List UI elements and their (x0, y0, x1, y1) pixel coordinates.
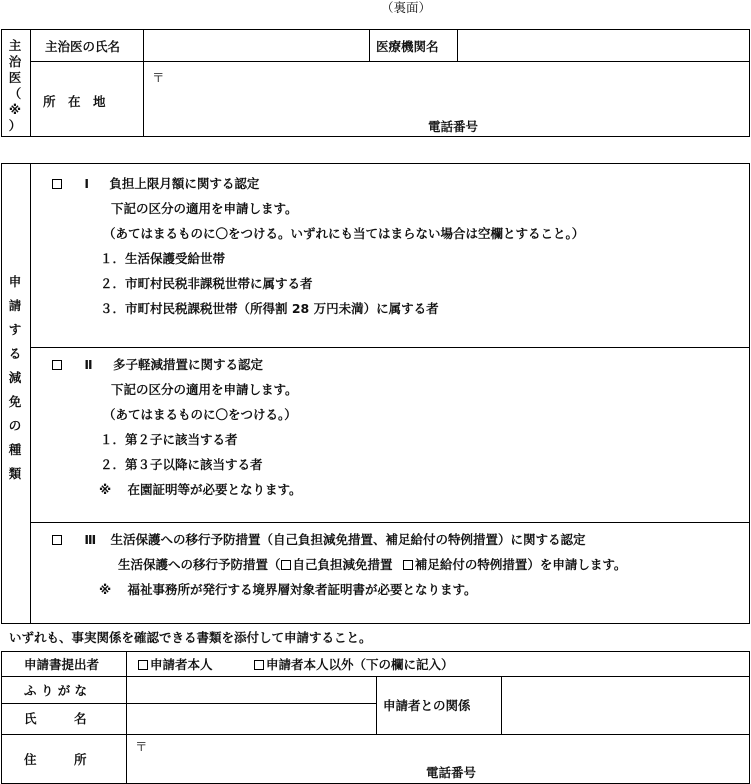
doctor-address-label: 所 在 地 (43, 94, 106, 109)
submitter-postal-mark: 〒 (135, 739, 148, 754)
doctor-name-field[interactable] (145, 31, 367, 59)
section3-title: Ⅲ 生活保護への移行予防措置（自己負担減免措置、補足給付の特例措置）に関する認定 (52, 532, 586, 548)
section3-checkbox[interactable] (52, 535, 62, 545)
furigana-label: ふ り が な (24, 683, 88, 698)
section1-title: Ⅰ 負担上限月額に関する認定 (52, 176, 259, 192)
furigana-field[interactable] (128, 678, 374, 701)
section2-line2: （あてはまるものに〇をつける。） (103, 407, 297, 422)
section1-line1: 下記の区分の適用を申請します。 (111, 201, 298, 216)
doctor-name-label: 主治医の氏名 (45, 39, 121, 54)
submitter-option-self[interactable]: 申請者本人 (138, 657, 213, 673)
doctor-address-field[interactable] (145, 63, 748, 115)
submitter-self-checkbox[interactable] (138, 660, 148, 670)
section2-title: Ⅱ 多子軽減措置に関する認定 (52, 357, 263, 373)
relation-label: 申請者との関係 (383, 698, 471, 713)
doctor-phone-label: 電話番号 (428, 119, 479, 134)
section2-note: ※ 在園証明等が必要となります。 (99, 482, 302, 497)
reduction-side-label: 申 請 す る 減 免 の 種 類 (8, 274, 22, 481)
submitter-label: 申請書提出者 (24, 657, 100, 672)
section3-note: ※ 福祉事務所が発行する境界層対象者証明書が必要となります。 (99, 582, 477, 597)
section1-item[interactable]: ３．市町村民税課税世帯（所得割 28 万円未満）に属する者 (100, 301, 439, 316)
section1-checkbox[interactable] (52, 179, 62, 189)
submitter-option-other[interactable]: 申請者本人以外（下の欄に記入） (254, 657, 454, 673)
submitter-address-field[interactable] (128, 736, 748, 764)
submitter-other-checkbox[interactable] (254, 660, 264, 670)
section1-item[interactable]: ２．市町村民税非課税世帯に属する者 (100, 276, 313, 291)
section2-checkbox[interactable] (52, 360, 62, 370)
attach-note: いずれも、事実関係を確認できる書類を添付して申請すること。 (9, 630, 372, 645)
submitter-name-label: 氏 名 (24, 711, 87, 726)
submitter-phone-label: 電話番号 (426, 765, 477, 780)
section2-line1: 下記の区分の適用を申請します。 (111, 382, 298, 397)
doctor-side-label: 主 治 医 （ ※ ） (8, 38, 22, 133)
submitter-address-label: 住 所 (24, 752, 87, 767)
section3-option1-checkbox[interactable] (281, 560, 291, 570)
section1-line2: （あてはまるものに〇をつける。いずれにも当てはまらない場合は空欄とすること。） (103, 226, 585, 241)
section2-item[interactable]: １．第２子に該当する者 (100, 432, 238, 447)
page-label: （裏面） (381, 0, 432, 15)
relation-field[interactable] (503, 678, 748, 732)
section3-line1: 生活保護への移行予防措置（ 自己負担減免措置 補足給付の特例措置）を申請します。 (118, 557, 627, 572)
section2-item[interactable]: ２．第３子以降に該当する者 (100, 457, 263, 472)
institution-field[interactable] (459, 31, 748, 59)
submitter-name-field[interactable] (128, 705, 374, 732)
doctor-postal-mark: 〒 (152, 70, 165, 85)
section1-item[interactable]: １．生活保護受給世帯 (100, 251, 226, 266)
institution-label: 医療機関名 (376, 39, 439, 54)
section3-option2-checkbox[interactable] (403, 560, 413, 570)
